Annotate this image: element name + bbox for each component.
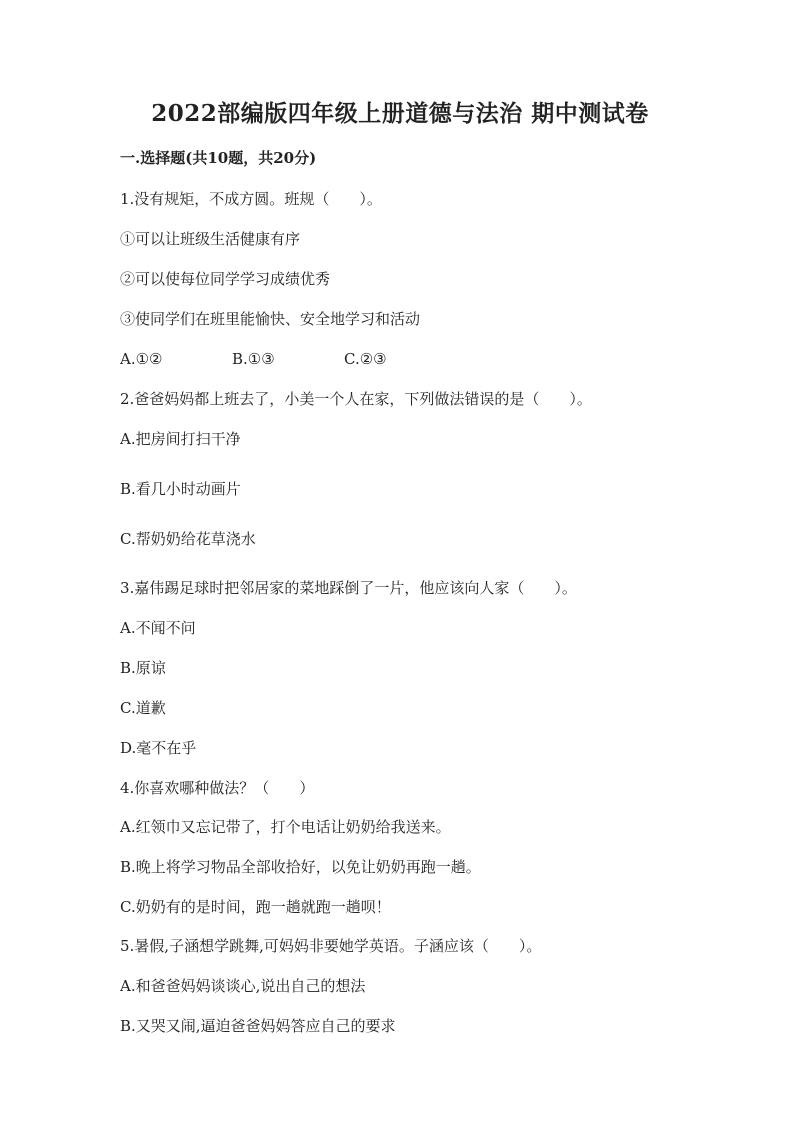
question-5-stem: 5.暑假,子涵想学跳舞,可妈妈非要她学英语。子涵应该（ ）。 [120, 937, 542, 955]
question-3-option-a: A.不闻不问 [120, 619, 196, 637]
question-2-option-c: C.帮奶奶给花草浇水 [120, 530, 256, 548]
question-1-statement-1: ①可以让班级生活健康有序 [120, 230, 301, 248]
question-4-option-b: B.晚上将学习物品全部收拾好，以免让奶奶再跑一趟。 [120, 858, 481, 876]
question-1-statement-2: ②可以使每位同学学习成绩优秀 [120, 270, 331, 288]
question-1-option-a: A.①② [120, 350, 163, 368]
question-3-option-c: C.道歉 [120, 699, 166, 717]
question-1-option-c: C.②③ [344, 350, 387, 368]
page-title: 2022部编版四年级上册道德与法治 期中测试卷 [151, 100, 649, 127]
question-5-option-b: B.又哭又闹,逼迫爸爸妈妈答应自己的要求 [120, 1017, 396, 1035]
question-2-option-b: B.看几小时动画片 [120, 480, 241, 498]
question-4-option-c: C.奶奶有的是时间，跑一趟就跑一趟呗！ [120, 898, 391, 916]
question-5-option-a: A.和爸爸妈妈谈谈心,说出自己的想法 [120, 977, 366, 995]
question-1-options [120, 349, 387, 369]
question-4-stem: 4.你喜欢哪种做法？（ ） [120, 779, 315, 797]
question-3-option-d: D.毫不在乎 [120, 739, 197, 757]
question-3-option-b: B.原谅 [120, 659, 166, 677]
question-2-stem: 2.爸爸妈妈都上班去了，小美一个人在家，下列做法错误的是（ ）。 [120, 390, 592, 408]
question-1-statement-3: ③使同学们在班里能愉快、安全地学习和活动 [120, 310, 421, 328]
question-1-option-b: B.①③ [232, 350, 275, 368]
question-1-stem: 1.没有规矩，不成方圆。班规（ ）。 [120, 190, 382, 208]
question-3-stem: 3.嘉伟踢足球时把邻居家的菜地踩倒了一片，他应该向人家（ ）。 [120, 579, 577, 597]
question-4-option-a: A.红领巾又忘记带了，打个电话让奶奶给我送来。 [120, 818, 451, 836]
section-heading: 一.选择题(共10题，共20分) [120, 149, 317, 167]
question-2-option-a: A.把房间打扫干净 [120, 430, 241, 448]
